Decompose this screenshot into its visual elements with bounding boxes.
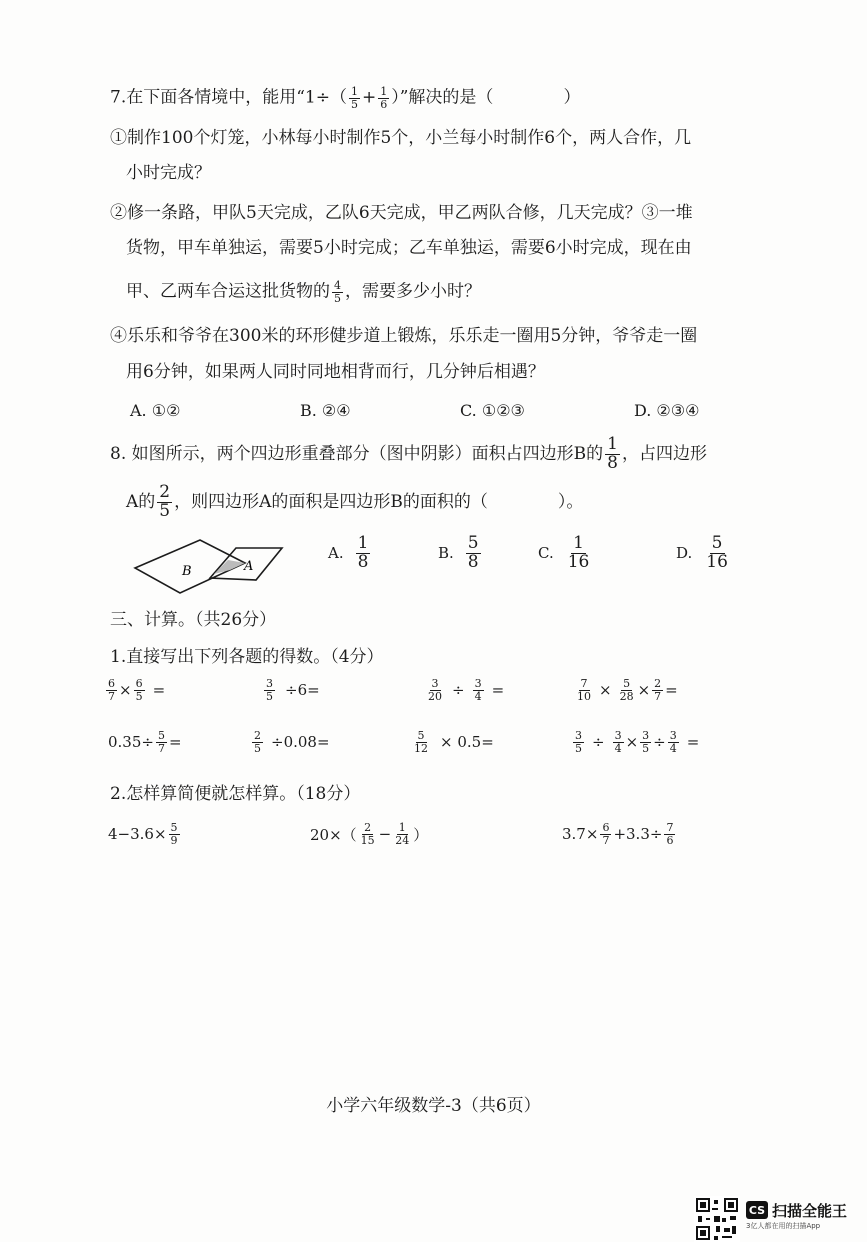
q8-option-b[interactable]: B. $\frac{5}{8}$ xyxy=(438,533,479,572)
part-2-title: 2.怎样算简便就怎样算。（18分） xyxy=(110,784,361,804)
calc-r2c3: $\frac{5}{12}$ × 0.5= xyxy=(414,729,494,755)
q8-option-c[interactable]: C. $\frac{1}{16}$ xyxy=(538,533,590,572)
qr-code-icon xyxy=(694,1196,740,1242)
q8-fraction-2: $\frac{2}{5}$ xyxy=(159,482,171,521)
section-3-title: 三、计算。（共26分） xyxy=(110,610,277,630)
scanner-logo-icon: CS xyxy=(746,1201,768,1219)
q8-stem: 8. 如图所示，两个四边形重叠部分（图中阴影）面积占四边形B的 $\frac{1}{8}$ ，占四边形 xyxy=(110,434,707,473)
q8-stem-cont: A的 $\frac{2}{5}$ ，则四边形A的面积是四边形B的面积的（ ）。 xyxy=(126,482,584,521)
calc-r2c4: $\frac{3}{5}$ ÷ $\frac{3}{4}$ × $\frac{3}{5}$ ÷ $\frac{3}{4}$ = xyxy=(575,729,700,755)
calc-r1c3: $\frac{3}{20}$ ÷ $\frac{3}{4}$ = xyxy=(428,677,505,703)
q7-fraction-1: $\frac{1}{5}$ xyxy=(350,85,358,111)
q7-item-1: ①制作100个灯笼，小林每小时制作5个，小兰每小时制作6个，两人合作，几 xyxy=(110,128,692,148)
calc-r2c1: 0.35÷ $\frac{5}{7}$ = xyxy=(108,729,182,755)
q8-option-d[interactable]: D. $\frac{5}{16}$ xyxy=(676,533,728,572)
q7-item-4-cont: 用6分钟，如果两人同时同地相背而行，几分钟后相遇？ xyxy=(126,362,545,382)
q7-item-4: ④乐乐和爷爷在300米的环形健步道上锻炼，乐乐走一圈用5分钟，爷爷走一圈 xyxy=(110,326,698,346)
calc-r1c4: $\frac{7}{10}$ × $\frac{5}{28}$ × $\frac{2}{7}$ = xyxy=(577,677,678,703)
calc-r1c1: $\frac{6}{7}$ × $\frac{6}{5}$ = xyxy=(108,677,166,703)
q8-option-a[interactable]: A. $\frac{1}{8}$ xyxy=(328,533,369,572)
calc-r2c2: $\frac{2}{5}$ ÷0.08= xyxy=(254,729,330,755)
q7-option-b[interactable]: B. ②④ xyxy=(300,401,351,420)
q7-item-3: 货物，甲车单独运，需要5小时完成；乙车单独运，需要6小时完成，现在由 xyxy=(126,238,692,258)
page-footer: 小学六年级数学-3（共6页） xyxy=(326,1096,541,1116)
simplify-1: 4−3.6× $\frac{5}{9}$ xyxy=(108,821,178,847)
q7-option-c[interactable]: C. ①②③ xyxy=(460,401,525,420)
quadrilateral-b-label: B xyxy=(182,564,192,579)
simplify-3: 3.7× $\frac{6}{7}$ +3.3÷ $\frac{7}{6}$ xyxy=(562,821,674,847)
quadrilateral-a-label: A xyxy=(244,559,254,574)
scanner-app-name: 扫描全能王 xyxy=(772,1202,848,1220)
q7-item-3-cont: 甲、乙两车合运这批货物的 $\frac{4}{5}$ ，需要多少小时？ xyxy=(126,279,481,305)
q8-quadrilateral-figure xyxy=(130,530,290,605)
scanner-tagline: 3亿人都在用的扫描App xyxy=(746,1222,821,1230)
q7-fraction-2: $\frac{1}{6}$ xyxy=(380,85,388,111)
q7-stem-text: 7.在下面各情境中，能用“1÷（ xyxy=(110,87,347,108)
q7-item-1-cont: 小时完成？ xyxy=(126,163,211,183)
q7-item-3-fraction: $\frac{4}{5}$ xyxy=(334,279,341,305)
q7-option-d[interactable]: D. ②③④ xyxy=(634,401,700,420)
simplify-2: 20×（ $\frac{2}{15}$ − $\frac{1}{24}$ ） xyxy=(310,821,429,847)
q8-fraction-1: $\frac{1}{8}$ xyxy=(607,434,618,473)
calc-r1c2: $\frac{3}{5}$ ÷6= xyxy=(266,677,320,703)
part-1-title: 1.直接写出下列各题的得数。（4分） xyxy=(110,647,384,667)
q7-item-2: ②修一条路，甲队5天完成，乙队6天完成，甲乙两队合修，几天完成？③一堆 xyxy=(110,203,693,223)
q7-option-a[interactable]: A. ①② xyxy=(130,401,181,420)
q7-stem: 7.在下面各情境中，能用“1÷（ $\frac{1}{5}$ + $\frac{1}{6}$ ）”解决的是（ ） xyxy=(110,85,581,111)
